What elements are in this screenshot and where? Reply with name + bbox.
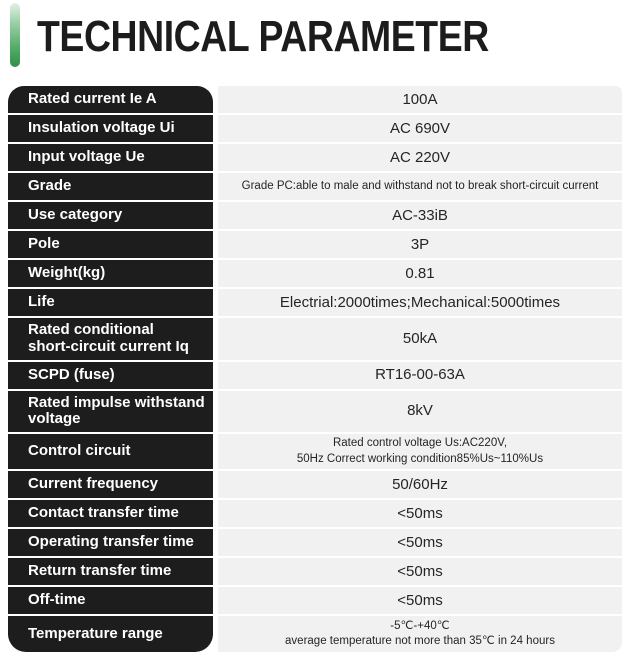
parameter-label-text: Temperature range <box>28 624 163 642</box>
table-row <box>8 529 622 556</box>
parameter-value-text: AC 690V <box>389 119 451 137</box>
parameter-value-text: 0.81 <box>405 264 435 282</box>
parameter-label <box>8 500 213 527</box>
parameter-label <box>8 115 213 142</box>
parameter-label <box>8 173 213 200</box>
parameter-value <box>218 115 622 142</box>
parameter-value-text: <50ms <box>397 533 443 551</box>
table-row <box>8 362 622 389</box>
table-row <box>8 115 622 142</box>
parameter-value <box>218 616 622 652</box>
parameter-value-text: <50ms <box>397 562 443 580</box>
parameter-label-text: Contact transfer time <box>28 504 179 522</box>
parameter-value <box>218 86 622 113</box>
parameter-value-text: Rated control voltage Us:AC220V, <box>332 437 508 450</box>
table-row <box>8 318 622 360</box>
table-row <box>8 471 622 498</box>
parameter-label-text: Rated current Ie A <box>28 90 157 108</box>
parameter-value <box>218 587 622 614</box>
table-row <box>8 86 622 113</box>
parameter-label-text: Rated impulse withstand <box>28 393 205 411</box>
parameter-value-text: Grade PC:able to male and withstand not to break short-circuit current <box>241 179 599 192</box>
parameter-label <box>8 616 213 652</box>
parameter-label-text: Input voltage Ue <box>28 148 145 166</box>
table-row <box>8 231 622 258</box>
parameter-value-text: AC 220V <box>389 148 451 166</box>
parameter-value-text: 8kV <box>407 402 433 420</box>
parameter-value <box>218 289 622 316</box>
parameter-label-text: Return transfer time <box>28 562 172 580</box>
parameter-value <box>218 362 622 389</box>
parameter-label-text: Off-time <box>28 591 86 609</box>
parameter-value-text: Electrial:2000times;Mechanical:5000times <box>279 293 561 311</box>
parameter-label-text: Control circuit <box>28 442 131 460</box>
table-row <box>8 202 622 229</box>
parameter-value-text: AC-33iB <box>392 206 448 224</box>
table-row <box>8 434 622 469</box>
parameter-value-text: 50/60Hz <box>392 475 448 493</box>
parameter-value-text: 50Hz Correct working condition85%Us~110%Us <box>296 452 544 465</box>
table-row <box>8 173 622 200</box>
parameter-label-text: Current frequency <box>28 475 159 493</box>
parameter-label-text: SCPD (fuse) <box>28 365 115 383</box>
parameter-label-text: Rated conditional <box>28 321 154 338</box>
parameter-value <box>218 173 622 200</box>
green-accent-bar <box>10 3 20 67</box>
parameter-value-text: 50kA <box>402 329 438 347</box>
parameter-value-text: 100A <box>402 90 438 108</box>
parameter-value <box>218 318 622 360</box>
parameter-label-text: Weight(kg) <box>28 264 106 282</box>
parameter-label <box>8 471 213 498</box>
parameter-label <box>8 529 213 556</box>
parameter-value <box>218 500 622 527</box>
parameter-label <box>8 362 213 389</box>
parameter-label-text: Operating transfer time <box>28 533 194 551</box>
parameter-value <box>218 529 622 556</box>
table-row <box>8 144 622 171</box>
parameter-value-text: 3P <box>410 235 430 253</box>
header <box>0 0 640 80</box>
parameter-label <box>8 587 213 614</box>
parameter-value-text: -5℃-+40℃ <box>390 619 450 632</box>
parameter-label <box>8 144 213 171</box>
parameter-value-text: RT16-00-63A <box>375 366 465 384</box>
parameter-label-text: Life <box>28 293 55 311</box>
parameter-label <box>8 289 213 316</box>
parameter-label-text: Use category <box>28 206 123 224</box>
table-row <box>8 289 622 316</box>
page-title: TECHNICAL PARAMETER <box>37 12 489 61</box>
table-row <box>8 587 622 614</box>
table-row <box>8 500 622 527</box>
parameter-value-text: average temperature not more than 35℃ in 24 hours <box>285 635 555 648</box>
parameter-label <box>8 318 213 360</box>
parameter-label-text: Pole <box>28 235 60 253</box>
parameter-label <box>8 231 213 258</box>
parameter-label <box>8 391 213 433</box>
parameter-label <box>8 434 213 469</box>
parameter-label <box>8 86 213 113</box>
parameter-value <box>218 202 622 229</box>
parameter-label <box>8 260 213 287</box>
parameter-value <box>218 231 622 258</box>
parameter-label-text: Insulation voltage Ui <box>28 119 175 137</box>
parameter-label-text: short-circuit current Iq <box>28 337 189 355</box>
table-row <box>8 260 622 287</box>
parameter-label-text: voltage <box>28 410 81 428</box>
parameter-value <box>218 260 622 287</box>
parameter-value-text: <50ms <box>397 591 443 609</box>
parameter-table <box>8 86 622 654</box>
parameter-value-text: <50ms <box>397 504 443 522</box>
parameter-label-text: Grade <box>28 177 72 195</box>
parameter-value <box>218 434 622 469</box>
table-row <box>8 391 622 433</box>
parameter-value <box>218 558 622 585</box>
parameter-label <box>8 558 213 585</box>
table-row <box>8 558 622 585</box>
parameter-value <box>218 144 622 171</box>
parameter-label <box>8 202 213 229</box>
table-row <box>8 616 622 652</box>
parameter-value <box>218 471 622 498</box>
parameter-value <box>218 391 622 433</box>
